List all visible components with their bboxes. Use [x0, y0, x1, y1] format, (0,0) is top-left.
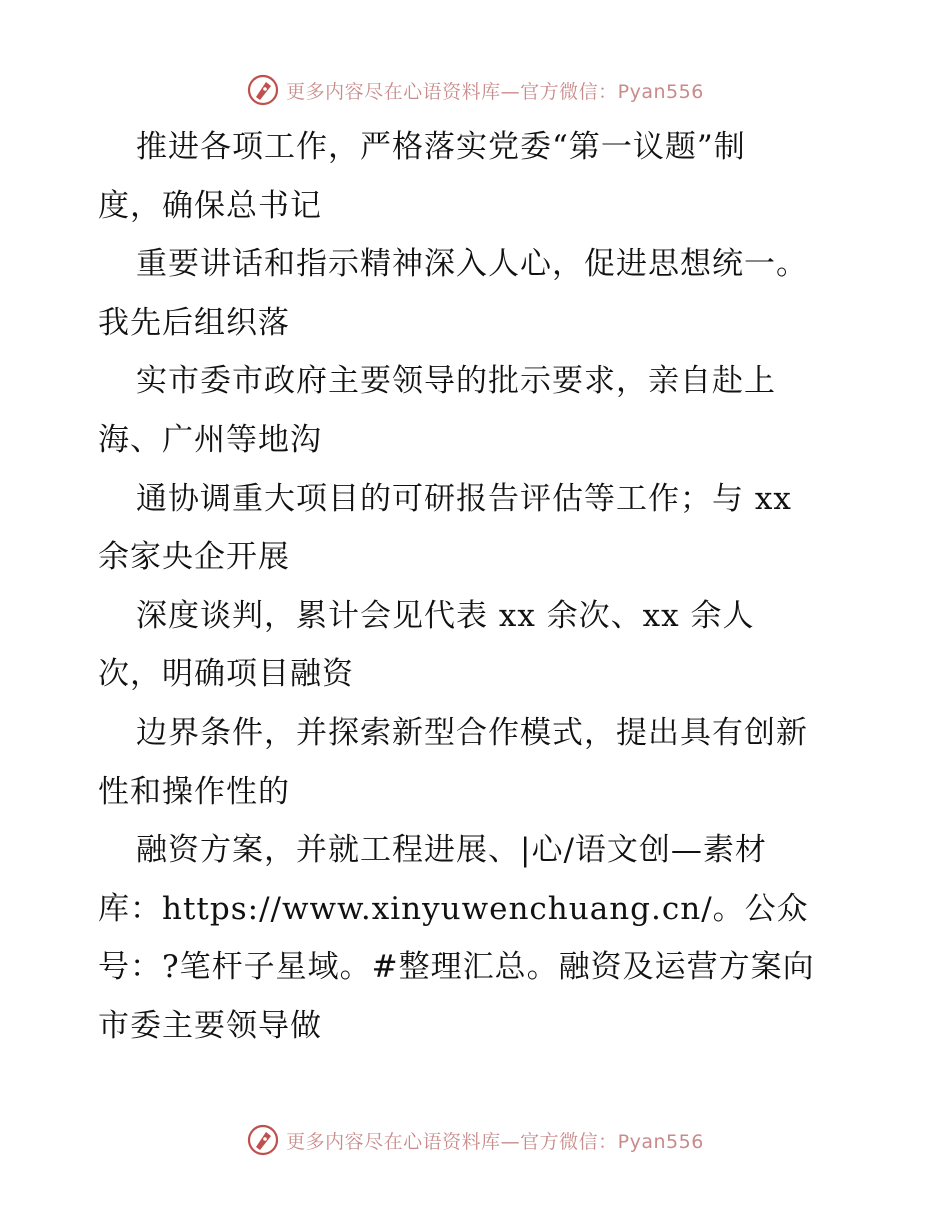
watermark-text: 更多内容尽在心语资料库—官方微信：Pyan556	[286, 80, 704, 103]
text-line: 余家央企开展	[98, 539, 290, 576]
header-watermark	[0, 70, 950, 110]
text-line: 通协调重大项目的可研报告评估等工作；与 xx	[136, 480, 792, 517]
text-line: 实市委市政府主要领导的批示要求，亲自赴上	[136, 363, 776, 400]
text-line: 库：https://www.xinyuwenchuang.cn/。公众	[98, 890, 809, 927]
text-line: 性和操作性的	[98, 773, 290, 810]
document-body	[98, 118, 898, 1056]
text-line: 我先后组织落	[98, 304, 290, 341]
text-line: 度，确保总书记	[98, 187, 322, 224]
pen-nib-circle-icon	[246, 1123, 280, 1157]
text-line: 市委主要领导做	[98, 1007, 322, 1044]
text-line: 号：?笔杆子星域。#整理汇总。融资及运营方案向	[98, 949, 815, 986]
text-line: 深度谈判，累计会见代表 xx 余次、xx 余人	[136, 597, 755, 634]
text-line: 海、广州等地沟	[98, 421, 322, 458]
text-line: 边界条件，并探索新型合作模式，提出具有创新	[136, 714, 808, 751]
watermark-text: 更多内容尽在心语资料库—官方微信：Pyan556	[286, 1130, 704, 1153]
pen-nib-circle-icon	[246, 73, 280, 107]
text-line: 次，明确项目融资	[98, 656, 354, 693]
footer-watermark	[0, 1120, 950, 1160]
text-line: 重要讲话和指示精神深入人心，促进思想统一。	[136, 246, 808, 283]
text-line: 融资方案，并就工程进展、|心/语文创—素材	[136, 832, 767, 869]
text-line: 推进各项工作，严格落实党委“第一议题”制	[136, 129, 746, 165]
